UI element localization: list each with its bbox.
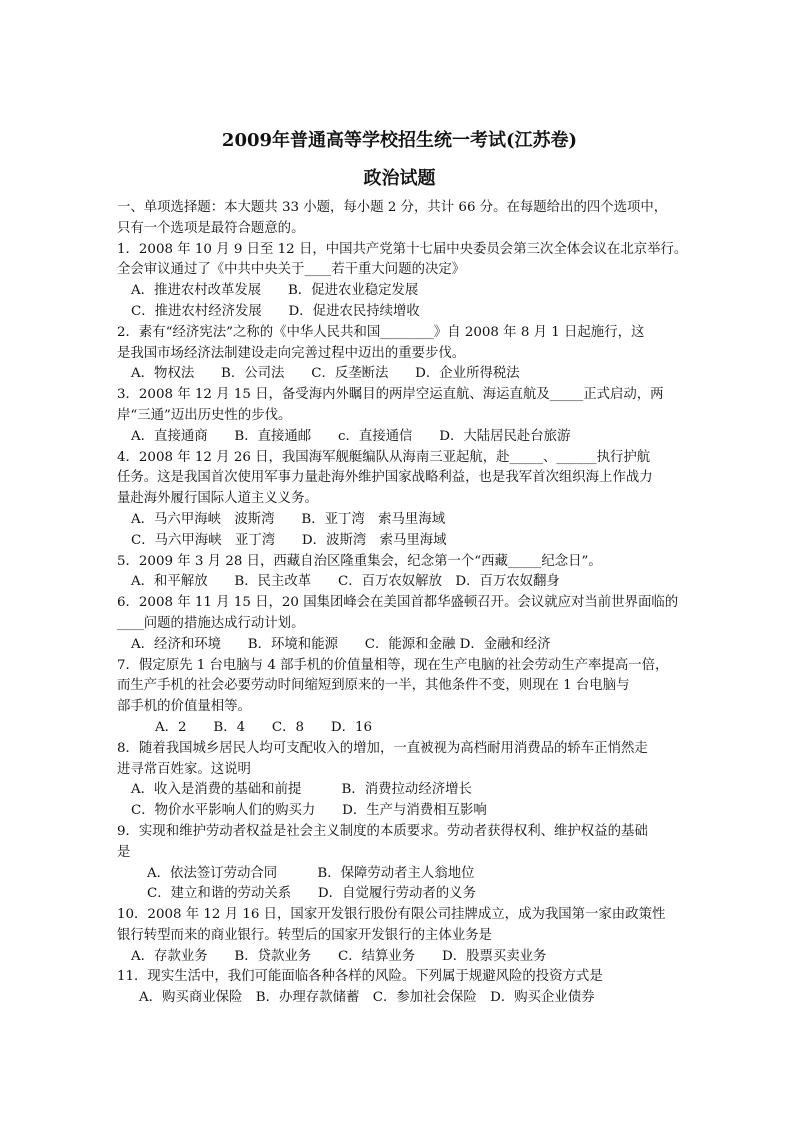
exam-subtitle: 政治试题 (363, 168, 436, 189)
question-6 (117, 593, 682, 655)
question-options: A．直接通商 B．直接通邮 c．直接通信 D．大陆居民赴台旅游 (131, 428, 571, 444)
question-stem: 量赴海外履行国际人道主义义务。 (117, 491, 318, 507)
question-options: C．建立和谐的劳动关系 D．自觉履行劳动者的义务 (147, 886, 476, 902)
question-stem: 进寻常百姓家。这说明 (117, 761, 251, 777)
question-options: A．经济和环境 B．环境和能源 C．能源和金融 D．金融和经济 (131, 636, 551, 652)
section-intro-line: 只有一个选项是最符合题意的。 (117, 220, 305, 236)
question-stem: 1．2008 年 10 月 9 日至 12 日，中国共产党第十七届中央委员会第三次全体会议在北京举行。 (117, 241, 688, 257)
question-stem: 5．2009 年 3 月 28 日，西藏自治区隆重集会，纪念第一个“西藏_____纪念日”。 (117, 553, 602, 569)
question-options: C．马六甲海峡 亚丁湾 D．波斯湾 索马里海域 (131, 532, 447, 548)
question-stem: 10．2008 年 12 月 16 日，国家开发银行股份有限公司挂牌成立，成为我国第一家由政策性 (117, 907, 666, 923)
question-options: A．和平解放 B．民主改革 C．百万农奴解放 D．百万农奴翻身 (131, 574, 560, 590)
question-stem: 6．2008 年 11 月 15 日，20 国集团峰会在美国首都华盛顿召开。会议就应对当前世界面临的 (117, 595, 679, 611)
question-options: A．2 B．4 C．8 D．16 (155, 719, 372, 735)
question-stem: 岸“三通”迈出历史性的步伐。 (117, 407, 292, 423)
question-stem: 7．假定原先 1 台电脑与 4 部手机的价值量相等，现在生产电脑的社会劳动生产率提高一倍， (117, 657, 669, 673)
question-9 (117, 822, 682, 905)
question-stem: 3．2008 年 12 月 15 日，备受海内外瞩目的两岸空运直航、海运直航及_____正式启动，两 (117, 387, 664, 403)
question-options: A．收入是消费的基础和前提 B．消费拉动经济增长 (131, 782, 472, 798)
question-3 (117, 385, 682, 447)
question-options: A．依法签订劳动合同 B．保障劳动者主人翁地位 (147, 865, 475, 881)
question-2 (117, 323, 682, 385)
question-options: A．马六甲海峡 波斯湾 B．亚丁湾 索马里海域 (131, 511, 446, 527)
question-7 (117, 656, 682, 739)
question-10 (117, 905, 682, 967)
question-options: C．物价水平影响人们的购买力 D．生产与消费相互影响 (131, 803, 487, 819)
question-stem: ____问题的措施达成行动计划。 (117, 615, 305, 631)
question-stem: 全会审议通过了《中共中央关于____若干重大问题的决定》 (117, 262, 466, 278)
question-options: A．存款业务 B．贷款业务 C．结算业务 D．股票买卖业务 (131, 948, 547, 964)
question-stem: 2．素有“经济宪法”之称的《中华人民共和国________》自 2008 年 8 月 1 日起施行，这 (117, 324, 645, 340)
question-4 (117, 448, 682, 552)
question-options: A．购买商业保险 B．办理存款储蓄 C．参加社会保险 D．购买企业债券 (139, 990, 595, 1006)
section-intro (117, 198, 682, 240)
section-intro-line: 一、单项选择题：本大题共 33 小题，每小题 2 分，共计 66 分。在每题给出的四个选项中， (117, 200, 668, 215)
question-8 (117, 739, 682, 822)
question-stem: 4．2008 年 12 月 26 日，我国海军舰艇编队从海南三亚起航，赴_____、______执行护航 (117, 449, 651, 465)
question-options: A．推进农村改革发展 B．促进农业稳定发展 (131, 283, 419, 299)
question-stem: 是 (117, 844, 131, 860)
question-stem: 是我国市场经济法制建设走向完善过程中迈出的重要步伐。 (117, 345, 466, 361)
question-stem: 9．实现和维护劳动者权益是社会主义制度的本质要求。劳动者获得权利、维护权益的基础 (117, 823, 648, 839)
question-stem: 11．现实生活中，我们可能面临各种各样的风险。下列属于规避风险的投资方式是 (117, 969, 603, 985)
question-stem: 部手机的价值量相等。 (117, 699, 251, 715)
exam-page (117, 126, 688, 1009)
question-stem: 银行转型而来的商业银行。转型后的国家开发银行的主体业务是 (117, 927, 492, 943)
question-11 (117, 967, 682, 1009)
exam-title: 2009年普通高等学校招生统一考试(江苏卷) (221, 130, 578, 151)
question-stem: 而生产手机的社会必要劳动时间缩短到原来的一半，其他条件不变，则现在 1 台电脑与 (117, 678, 630, 694)
question-1 (117, 240, 688, 323)
question-options: A．物权法 B．公司法 C．反垄断法 D．企业所得税法 (131, 366, 520, 382)
question-stem: 8．随着我国城乡居民人均可支配收入的增加，一直被视为高档耐用消费品的轿车正悄然走 (117, 740, 648, 756)
question-stem: 任务。这是我国首次使用军事力量赴海外维护国家战略利益，也是我军首次组织海上作战力 (117, 470, 653, 486)
question-5 (117, 552, 682, 594)
question-options: C．推进农村经济发展 D．促进农民持续增收 (131, 303, 420, 319)
